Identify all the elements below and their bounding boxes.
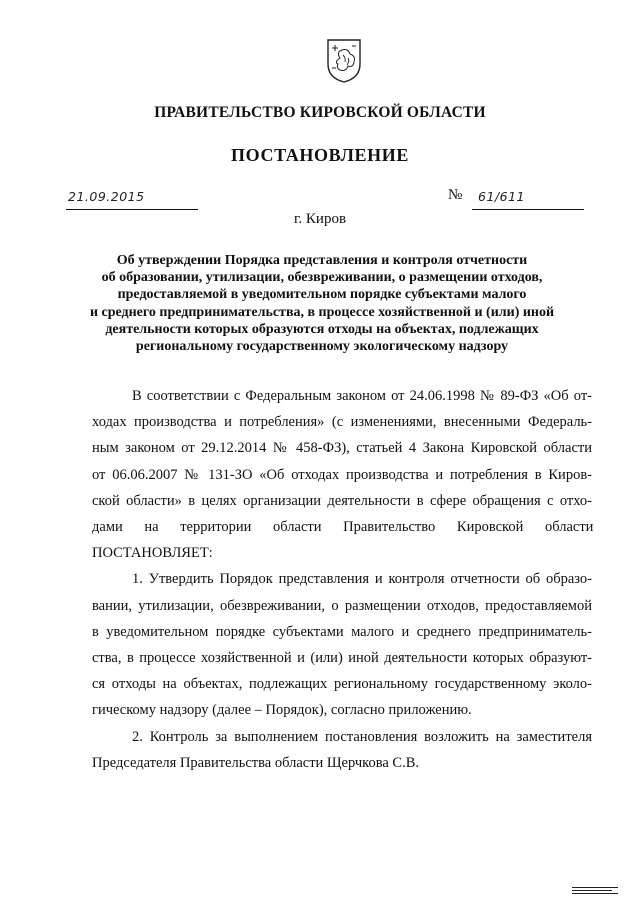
body-line: В соответствии с Федеральным законом от 24.06.1998 № 89-ФЗ «Об от- [132,388,592,404]
document-body [92,383,592,776]
document-number: 61/611 [478,189,525,204]
body-line: 2. Контроль за выполнением постановления возложить на заместителя [132,728,592,745]
body-line: вании, утилизации, обезвреживании, о размещении отходов, предоставляемой [92,597,592,614]
coat-of-arms-icon [326,38,362,84]
document-date-field [66,189,198,210]
city: г. Киров [293,211,347,227]
body-line: ходах производства и потребления» (с изменениями, внесенными Федераль- [92,414,592,431]
document-type-title: ПОСТАНОВЛЕНИЕ [231,145,409,165]
number-label: № [448,187,463,203]
body-line: гическому надзору (далее – Порядок), согласно приложению. [92,702,472,719]
subject-line: Об утверждении Порядка представления и контроля отчетности [116,253,528,268]
body-line: ся отходы на объектах, подлежащих региональному государственному эколо- [92,676,592,693]
body-line: дами на территории области Правительство Кировской области [92,519,594,536]
body-line: Председателя Правительства области Щерчкова С.В. [92,754,420,771]
body-line: ской области» в целях организации деятельности в сфере обращения с отхо- [92,492,592,509]
body-line: ства, в процессе хозяйственной и (или) иной деятельности которых образуют- [92,650,592,667]
subject-line: и среднего предпринимательства, в процессе хозяйственной и (или) иной [89,304,555,320]
body-line: ным законом от 29.12.2014 № 458-ФЗ), статьей 4 Закона Кировской области [92,440,592,457]
document-subject [80,252,564,355]
body-line: от 06.06.2007 № 131-ЗО «Об отходах производства и потребления в Киров- [92,466,592,483]
subject-line: региональному государственному экологическому надзору [135,339,509,355]
document-number-field [472,189,584,210]
document-date: 21.09.2015 [68,189,145,204]
body-line: в уведомительном порядке субъектами малого и среднего предприниматель- [92,623,592,640]
corner-mark [572,885,618,895]
subject-line: предоставляемой в уведомительном порядке субъектами малого [117,287,527,303]
subject-line: об образовании, утилизации, обезвреживании, о размещении отходов, [101,270,543,286]
body-line: ПОСТАНОВЛЯЕТ: [92,545,213,562]
subject-line: деятельности которых образуются отходы на объектах, подлежащих [105,321,539,337]
organization-title: ПРАВИТЕЛЬСТВО КИРОВСКОЙ ОБЛАСТИ [154,104,486,121]
body-line: 1. Утвердить Порядок представления и контроля отчетности об образо- [132,571,592,588]
